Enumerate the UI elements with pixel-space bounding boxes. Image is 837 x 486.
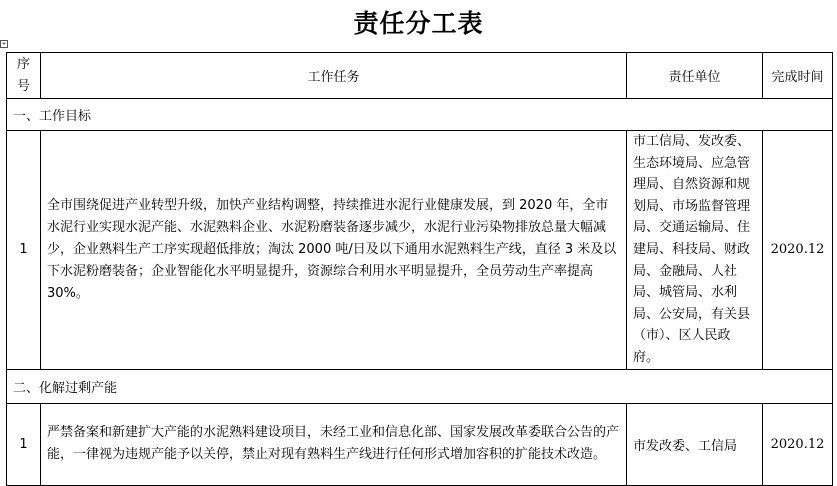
row-time: 2020.12 bbox=[763, 131, 833, 370]
section-heading-overcapacity: 二、化解过剩产能 bbox=[7, 369, 833, 403]
table-row bbox=[7, 131, 833, 370]
table-anchor-icon[interactable]: + bbox=[1, 41, 7, 47]
row-task: 严禁备案和新建扩大产能的水泥熟料建设项目，未经工业和信息化部、国家发展改革委联合公告的产能，一律视为违规产能予以关停，禁止对现有熟料生产线进行任何形式增加容积的扩能技术改造。 bbox=[41, 403, 627, 485]
row-unit: 市工信局、发改委、生态环境局、应急管理局、自然资源和规划局、市场监督管理局、交通运输局、住建局、科技局、财政局、金融局、人社局、城管局、水利局、公安局，有关县（市）、区人民政府。 bbox=[627, 131, 763, 370]
table-row bbox=[7, 403, 833, 485]
row-time: 2020.12 bbox=[763, 403, 833, 485]
responsibility-table bbox=[6, 52, 833, 486]
section-row bbox=[7, 99, 833, 131]
header-seq-label: 序号 bbox=[16, 56, 30, 94]
page-title: 责任分工表 bbox=[353, 9, 484, 38]
row-unit: 市发改委、工信局 bbox=[627, 403, 763, 485]
header-unit: 责任单位 bbox=[627, 53, 763, 99]
row-task: 全市围绕促进产业转型升级，加快产业结构调整，持续推进水泥行业健康发展，到 2020 年，全市水泥行业实现水泥产能、水泥熟料企业、水泥粉磨装备逐步减少，水泥行业污染物排放总量大幅减少，企业熟料生产工序实现超低排放；淘汰 2000 吨/日及以下通用水泥熟料生产线，直径 3 米及以下水泥粉磨装备；企业智能化水平明显提升，资源综合利用水平明显提升，全员劳动生产率提高 30%。 bbox=[41, 131, 627, 370]
section-row bbox=[7, 369, 833, 403]
row-seq: 1 bbox=[7, 403, 41, 485]
header-row bbox=[7, 53, 833, 99]
header-seq bbox=[7, 53, 41, 99]
header-time: 完成时间 bbox=[763, 53, 833, 99]
section-heading-goals: 一、工作目标 bbox=[7, 99, 833, 131]
row-seq: 1 bbox=[7, 131, 41, 370]
header-task: 工作任务 bbox=[41, 53, 627, 99]
